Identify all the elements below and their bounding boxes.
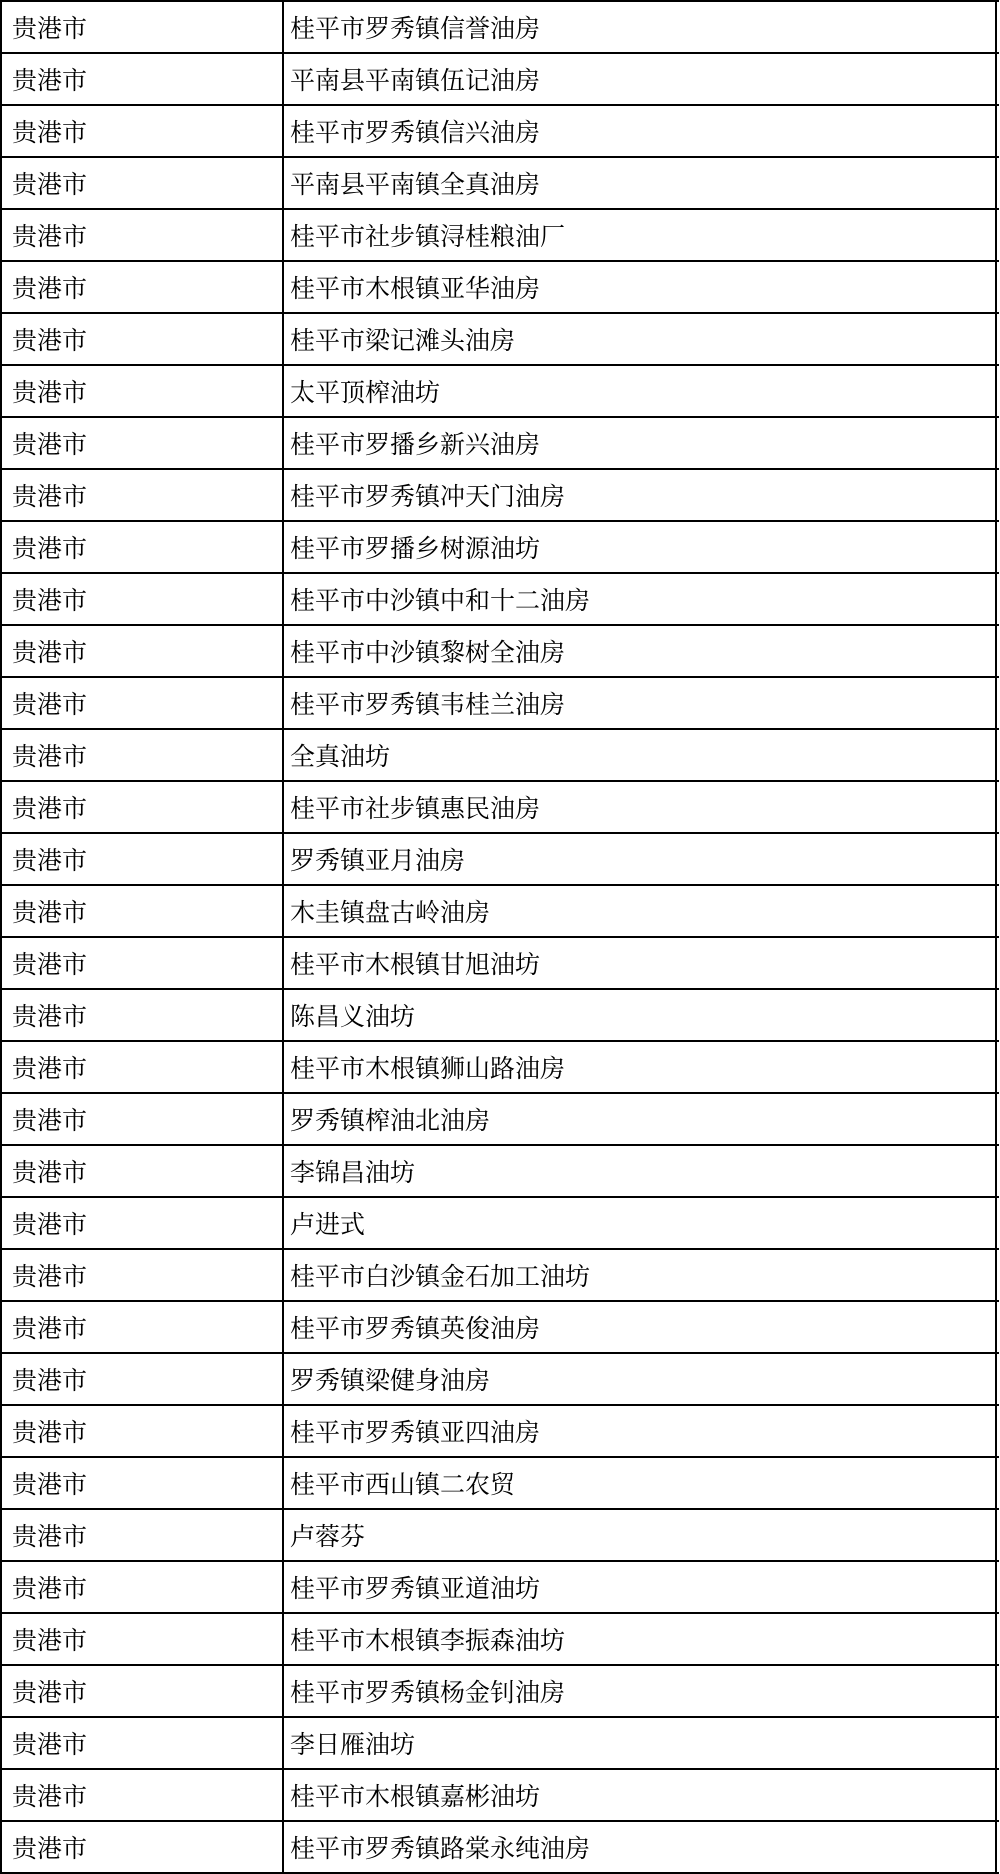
table-row xyxy=(2,522,999,574)
table-row xyxy=(2,834,999,886)
mill-name-cell: 罗秀镇亚月油房 xyxy=(284,834,997,884)
table-row xyxy=(2,1198,999,1250)
city-cell: 贵港市 xyxy=(2,1510,284,1560)
table-row xyxy=(2,990,999,1042)
mill-name-cell: 卢蓉芬 xyxy=(284,1510,997,1560)
city-cell: 贵港市 xyxy=(2,366,284,416)
city-cell: 贵港市 xyxy=(2,730,284,780)
table-row xyxy=(2,158,999,210)
table-row xyxy=(2,938,999,990)
city-cell: 贵港市 xyxy=(2,1666,284,1716)
mill-name-cell: 平南县平南镇伍记油房 xyxy=(284,54,997,104)
mill-name-cell: 李日雁油坊 xyxy=(284,1718,997,1768)
city-cell: 贵港市 xyxy=(2,314,284,364)
city-cell: 贵港市 xyxy=(2,418,284,468)
mill-name-cell: 桂平市罗播乡树源油坊 xyxy=(284,522,997,572)
mill-name-cell: 桂平市罗秀镇亚道油坊 xyxy=(284,1562,997,1612)
city-cell: 贵港市 xyxy=(2,938,284,988)
mill-name-cell: 平南县平南镇全真油房 xyxy=(284,158,997,208)
city-cell: 贵港市 xyxy=(2,2,284,52)
table-row xyxy=(2,1458,999,1510)
city-cell: 贵港市 xyxy=(2,1718,284,1768)
mill-name-cell: 桂平市梁记滩头油房 xyxy=(284,314,997,364)
city-cell: 贵港市 xyxy=(2,210,284,260)
city-cell: 贵港市 xyxy=(2,1250,284,1300)
city-cell: 贵港市 xyxy=(2,1302,284,1352)
mill-name-cell: 桂平市罗秀镇英俊油房 xyxy=(284,1302,997,1352)
city-cell: 贵港市 xyxy=(2,1458,284,1508)
table-row xyxy=(2,1094,999,1146)
table-row xyxy=(2,1510,999,1562)
table-row xyxy=(2,418,999,470)
table-row xyxy=(2,1822,999,1874)
city-cell: 贵港市 xyxy=(2,1094,284,1144)
city-cell: 贵港市 xyxy=(2,1042,284,1092)
table-row xyxy=(2,2,999,54)
table-row xyxy=(2,730,999,782)
table-row xyxy=(2,1666,999,1718)
table-row xyxy=(2,782,999,834)
mill-name-cell: 桂平市西山镇二农贸 xyxy=(284,1458,997,1508)
mill-name-cell: 卢进式 xyxy=(284,1198,997,1248)
mill-name-cell: 桂平市木根镇李振森油坊 xyxy=(284,1614,997,1664)
mill-name-cell: 桂平市木根镇亚华油房 xyxy=(284,262,997,312)
table-row xyxy=(2,1302,999,1354)
mill-name-cell: 桂平市社步镇惠民油房 xyxy=(284,782,997,832)
city-cell: 贵港市 xyxy=(2,678,284,728)
table-row xyxy=(2,210,999,262)
city-cell: 贵港市 xyxy=(2,262,284,312)
table-row xyxy=(2,314,999,366)
table-row xyxy=(2,1406,999,1458)
city-cell: 贵港市 xyxy=(2,1198,284,1248)
mill-name-cell: 罗秀镇梁健身油房 xyxy=(284,1354,997,1404)
mill-name-cell: 桂平市罗秀镇韦桂兰油房 xyxy=(284,678,997,728)
city-cell: 贵港市 xyxy=(2,834,284,884)
mill-name-cell: 陈昌义油坊 xyxy=(284,990,997,1040)
city-cell: 贵港市 xyxy=(2,1406,284,1456)
mill-name-cell: 桂平市中沙镇中和十二油房 xyxy=(284,574,997,624)
city-cell: 贵港市 xyxy=(2,886,284,936)
table-row xyxy=(2,1354,999,1406)
table-row xyxy=(2,54,999,106)
city-cell: 贵港市 xyxy=(2,106,284,156)
mill-name-cell: 桂平市木根镇甘旭油坊 xyxy=(284,938,997,988)
city-cell: 贵港市 xyxy=(2,574,284,624)
mill-name-cell: 木圭镇盘古岭油房 xyxy=(284,886,997,936)
table-row xyxy=(2,626,999,678)
table-row xyxy=(2,366,999,418)
mill-name-cell: 桂平市罗秀镇亚四油房 xyxy=(284,1406,997,1456)
mill-name-cell: 李锦昌油坊 xyxy=(284,1146,997,1196)
city-cell: 贵港市 xyxy=(2,990,284,1040)
city-cell: 贵港市 xyxy=(2,1146,284,1196)
mill-name-cell: 桂平市社步镇浔桂粮油厂 xyxy=(284,210,997,260)
city-cell: 贵港市 xyxy=(2,158,284,208)
city-cell: 贵港市 xyxy=(2,1822,284,1872)
city-cell: 贵港市 xyxy=(2,470,284,520)
table-row xyxy=(2,1042,999,1094)
table-row xyxy=(2,1146,999,1198)
mill-name-cell: 桂平市中沙镇黎树全油房 xyxy=(284,626,997,676)
table-row xyxy=(2,262,999,314)
mill-name-cell: 桂平市木根镇嘉彬油坊 xyxy=(284,1770,997,1820)
table-row xyxy=(2,1770,999,1822)
mill-name-cell: 桂平市木根镇狮山路油房 xyxy=(284,1042,997,1092)
mill-name-cell: 太平顶榨油坊 xyxy=(284,366,997,416)
mill-name-cell: 桂平市罗播乡新兴油房 xyxy=(284,418,997,468)
city-cell: 贵港市 xyxy=(2,1354,284,1404)
table-row xyxy=(2,1614,999,1666)
city-cell: 贵港市 xyxy=(2,1770,284,1820)
table-row xyxy=(2,678,999,730)
table-row xyxy=(2,1718,999,1770)
table-row xyxy=(2,1562,999,1614)
mill-name-cell: 罗秀镇榨油北油房 xyxy=(284,1094,997,1144)
table-row xyxy=(2,470,999,522)
table-row xyxy=(2,106,999,158)
city-cell: 贵港市 xyxy=(2,522,284,572)
table-row xyxy=(2,1250,999,1302)
city-cell: 贵港市 xyxy=(2,54,284,104)
city-cell: 贵港市 xyxy=(2,782,284,832)
mill-name-cell: 桂平市罗秀镇信兴油房 xyxy=(284,106,997,156)
mill-name-cell: 桂平市罗秀镇冲天门油房 xyxy=(284,470,997,520)
mill-name-cell: 桂平市罗秀镇路棠永纯油房 xyxy=(284,1822,997,1872)
mill-name-cell: 全真油坊 xyxy=(284,730,997,780)
mill-name-cell: 桂平市罗秀镇杨金钊油房 xyxy=(284,1666,997,1716)
city-cell: 贵港市 xyxy=(2,1614,284,1664)
mill-name-cell: 桂平市罗秀镇信誉油房 xyxy=(284,2,997,52)
city-cell: 贵港市 xyxy=(2,626,284,676)
mill-name-cell: 桂平市白沙镇金石加工油坊 xyxy=(284,1250,997,1300)
table-row xyxy=(2,886,999,938)
table-row xyxy=(2,574,999,626)
city-cell: 贵港市 xyxy=(2,1562,284,1612)
